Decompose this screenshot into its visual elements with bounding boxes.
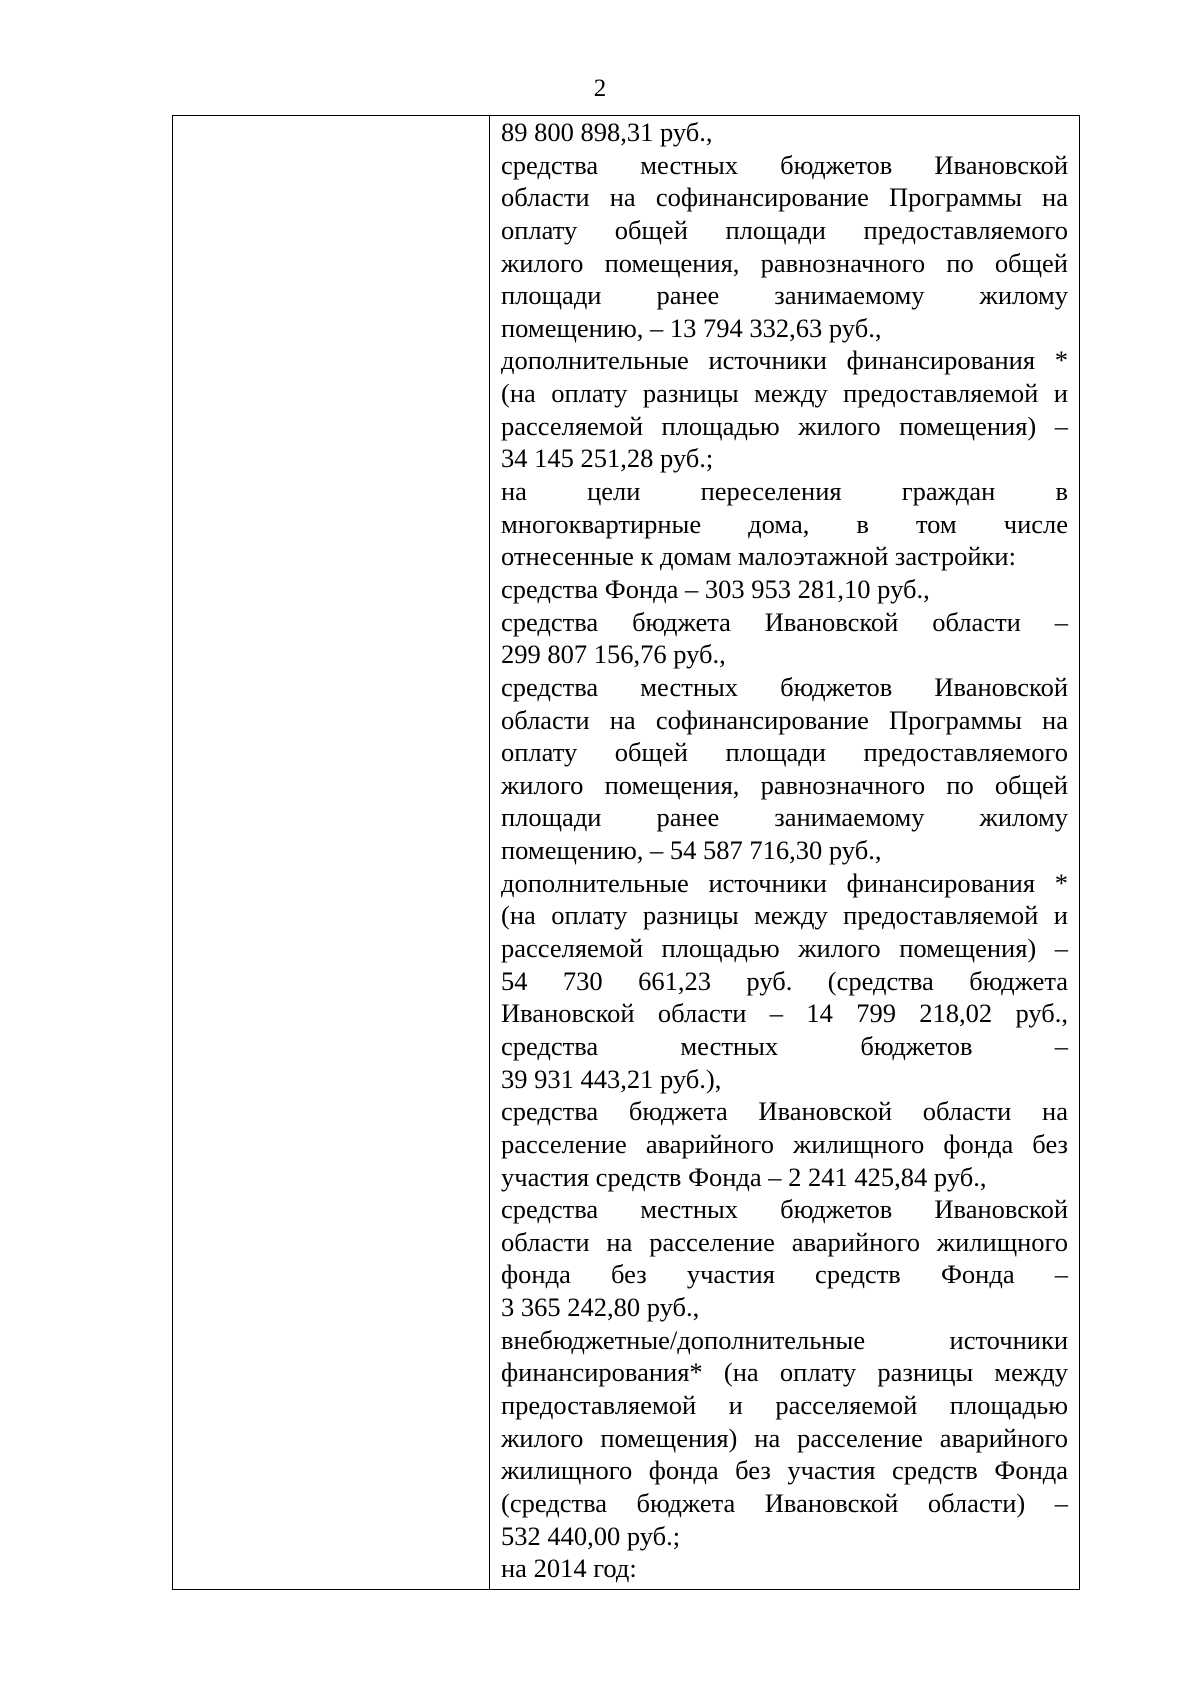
text-line: расселяемой площадью жилого помещения) –	[501, 933, 1068, 964]
text-line: средства местных бюджетов –	[501, 1030, 1068, 1061]
text-line: 39 931 443,21 руб.),	[501, 1063, 722, 1094]
text-line: (на оплату разницы между предоставляемой и	[501, 900, 1068, 931]
text-line: (средства бюджета Ивановской области) –	[501, 1487, 1068, 1518]
text-line: средства местных бюджетов Ивановской	[501, 671, 1068, 702]
text-line: предоставляемой и расселяемой площадью	[501, 1389, 1068, 1420]
page-number: 2	[593, 75, 607, 102]
text-line: жилого помещения, равнозначного по общей	[501, 769, 1068, 800]
text-line: дополнительные источники финансирования *	[501, 345, 1068, 376]
text-line: оплату общей площади предоставляемого	[501, 214, 1068, 245]
table-left-cell	[173, 116, 490, 1589]
text-line: помещению, – 13 794 332,63 руб.,	[501, 312, 882, 343]
text-line: 532 440,00 руб.;	[501, 1520, 681, 1551]
text-line: 299 807 156,76 руб.,	[501, 639, 726, 670]
text-line: области на расселение аварийного жилищного	[501, 1226, 1068, 1257]
text-line: 3 365 242,80 руб.,	[501, 1292, 700, 1323]
text-line: расселение аварийного жилищного фонда без	[501, 1128, 1068, 1159]
text-line: 54 730 661,23 руб. (средства бюджета	[501, 965, 1068, 996]
text-line: жилого помещения, равнозначного по общей	[501, 247, 1068, 278]
text-line: на цели переселения граждан в	[501, 476, 1068, 507]
text-line: жилищного фонда без участия средств Фонда	[501, 1455, 1068, 1486]
text-line: фонда без участия средств Фонда –	[501, 1259, 1068, 1290]
text-line: на 2014 год:	[501, 1553, 637, 1584]
text-line: оплату общей площади предоставляемого	[501, 737, 1068, 768]
text-line: области на софинансирование Программы на	[501, 182, 1068, 213]
text-line: жилого помещения) на расселение аварийного	[501, 1422, 1068, 1453]
text-line: средства местных бюджетов Ивановской	[501, 1194, 1068, 1225]
financing-table	[172, 115, 1080, 1590]
text-line: (на оплату разницы между предоставляемой и	[501, 378, 1068, 409]
text-line: средства бюджета Ивановской области –	[501, 606, 1068, 637]
text-line: средства местных бюджетов Ивановской	[501, 149, 1068, 180]
text-line: помещению, – 54 587 716,30 руб.,	[501, 835, 882, 866]
text-line: площади ранее занимаемому жилому	[501, 280, 1068, 311]
text-line: расселяемой площадью жилого помещения) –	[501, 410, 1068, 441]
text-line: Ивановской области – 14 799 218,02 руб.,	[501, 998, 1068, 1029]
text-line: области на софинансирование Программы на	[501, 704, 1068, 735]
text-line: отнесенные к домам малоэтажной застройки:	[501, 541, 1016, 572]
text-line: средства бюджета Ивановской области на	[501, 1096, 1068, 1127]
text-line: участия средств Фонда – 2 241 425,84 руб.,	[501, 1161, 987, 1192]
text-line: 89 800 898,31 руб.,	[501, 117, 713, 147]
text-line: средства Фонда – 303 953 281,10 руб.,	[501, 573, 930, 604]
text-line: финансирования* (на оплату разницы между	[501, 1357, 1068, 1388]
text-line: дополнительные источники финансирования *	[501, 867, 1068, 898]
text-line: 34 145 251,28 руб.;	[501, 443, 714, 474]
table-right-cell	[490, 116, 1079, 1589]
text-line: площади ранее занимаемому жилому	[501, 802, 1068, 833]
text-line: внебюджетные/дополнительные источники	[501, 1324, 1068, 1355]
text-line: многоквартирные дома, в том числе	[501, 508, 1068, 539]
